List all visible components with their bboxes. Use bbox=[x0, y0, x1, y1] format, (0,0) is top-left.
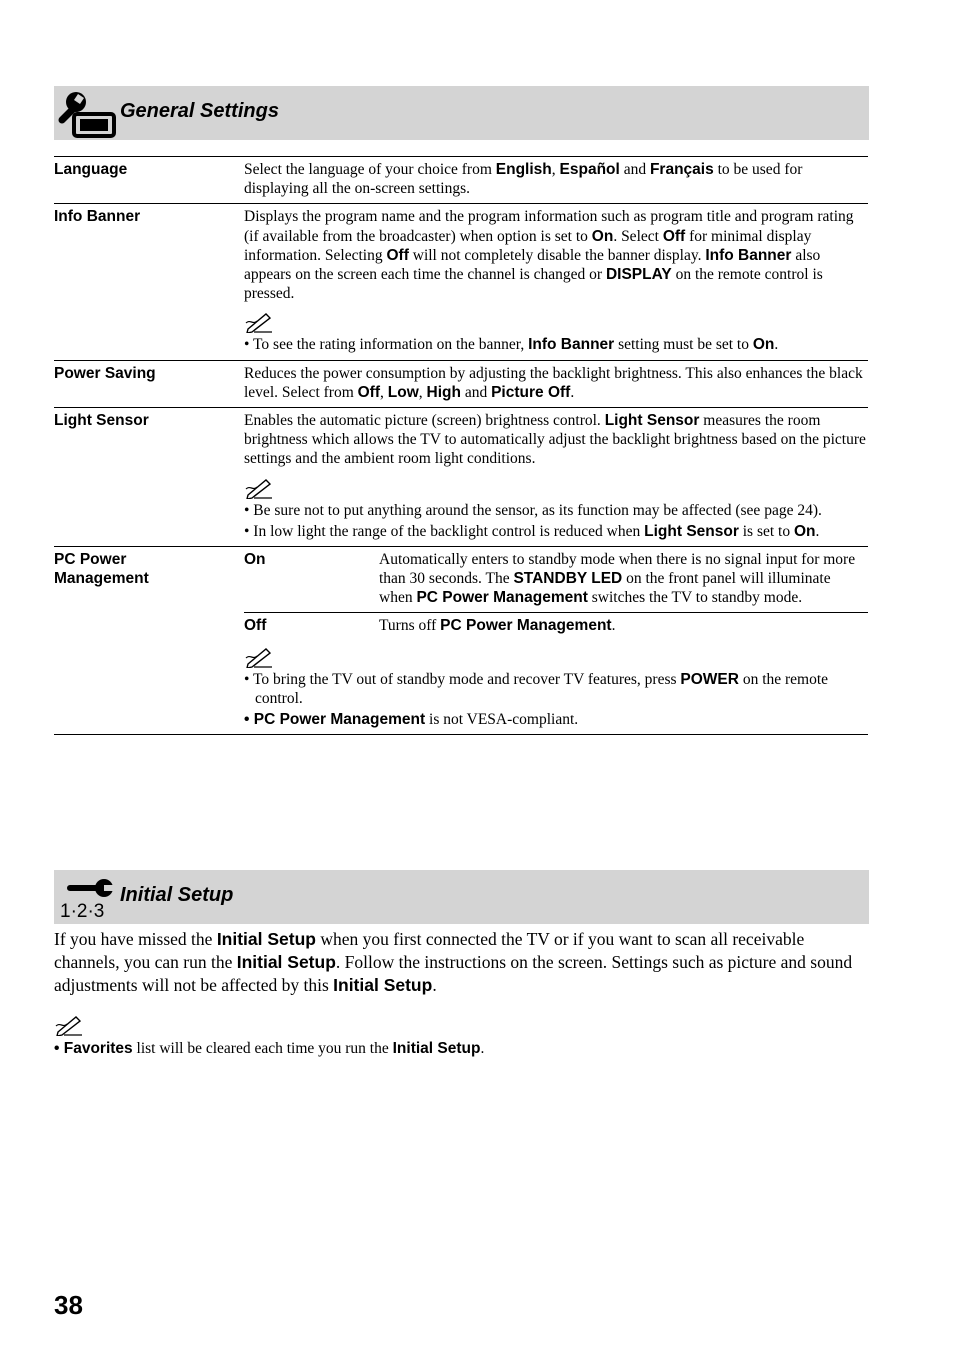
page-number: 38 bbox=[54, 1290, 83, 1320]
option-label: On bbox=[244, 551, 266, 569]
note: • To see the rating information on the banner, Info Banner setting must be set to On. bbox=[244, 311, 868, 354]
option-description: Automatically enters to standby mode when there is no signal input for more than 30 seconds. The STANDBY LED on the front panel will illuminate when PC Power Management switches the TV to standby mode. bbox=[379, 551, 856, 607]
setting-label: Info Banner bbox=[54, 208, 141, 226]
wrench-123-icon bbox=[58, 874, 118, 922]
setting-row-language bbox=[54, 157, 868, 204]
setting-label: Power Saving bbox=[54, 364, 156, 382]
settings-table bbox=[54, 156, 868, 735]
note: • Be sure not to put anything around the sensor, as its function may be affected (see page 24). • In low light the range of the backlight control is reduced when Light Sensor is set to On. bbox=[244, 477, 868, 541]
setting-label: Light Sensor bbox=[54, 412, 149, 430]
option-table bbox=[244, 550, 868, 638]
pencil-note-icon bbox=[244, 311, 274, 333]
setting-description: Enables the automatic picture (screen) brightness control. Light Sensor measures the room brightness which allows the TV to automatically adjust the backlight brightness based on the picture settings and the ambient room light conditions. • Be sure not to put anything around the sensor, as its function may be affected (see page 24). • In low light the range of the backlight control is reduced when Light Sensor is set to On. bbox=[244, 411, 868, 541]
general-settings-header bbox=[54, 86, 869, 140]
setting-description bbox=[244, 550, 868, 729]
option-row-on bbox=[244, 550, 868, 613]
setting-description: Reduces the power consumption by adjusting the backlight brightness. This also enhances the black level. Select from Off, Low, High and Picture Off. bbox=[244, 364, 863, 401]
setting-row-pc-power-management bbox=[54, 547, 868, 735]
setting-row-info-banner bbox=[54, 204, 868, 360]
setting-label: Language bbox=[54, 161, 128, 178]
wrench-screen-icon bbox=[58, 90, 118, 138]
section-title: Initial Setup bbox=[120, 884, 234, 906]
option-label: Off bbox=[244, 616, 267, 634]
setting-label: PC Power Management bbox=[54, 551, 149, 588]
option-row-off bbox=[244, 613, 868, 638]
section-title: General Settings bbox=[120, 100, 279, 122]
note: • To bring the TV out of standby mode and recover TV features, press POWER on the remote control. • PC Power Management is not VESA-compliant. bbox=[244, 646, 868, 730]
note: • Favorites list will be cleared each time you run the Initial Setup. bbox=[54, 1014, 868, 1058]
setting-description: Displays the program name and the program information such as program title and program rating (if available from the broadcaster) when option is set to On. Select Off for minimal display information. Selecting Off will not completely disable the banner display. Info Banner also appears on the screen each time the channel is changed or DISPLAY on the remote control is pressed. • To see the rating information on the banner, Info Banner setting must be set to On. bbox=[244, 207, 868, 354]
pencil-note-icon bbox=[244, 646, 274, 668]
option-description: Turns off PC Power Management. bbox=[379, 616, 616, 634]
initial-setup-header bbox=[54, 870, 869, 924]
pencil-note-icon bbox=[54, 1014, 84, 1036]
initial-setup-intro: If you have missed the Initial Setup when you first connected the TV or if you want to scan all receivable channels, you can run the Initial Setup. Follow the instructions on the screen. Settings such as picture and sound adjustments will not be affected by this Initial Setup. bbox=[54, 929, 853, 995]
setting-description: Select the language of your choice from English, Español and Français to be used for displaying all the on-screen settings. bbox=[244, 161, 803, 198]
svg-text:1·2·3: 1·2·3 bbox=[60, 901, 105, 922]
setting-row-light-sensor bbox=[54, 408, 868, 547]
setting-row-power-saving bbox=[54, 361, 868, 408]
pencil-note-icon bbox=[244, 477, 274, 499]
